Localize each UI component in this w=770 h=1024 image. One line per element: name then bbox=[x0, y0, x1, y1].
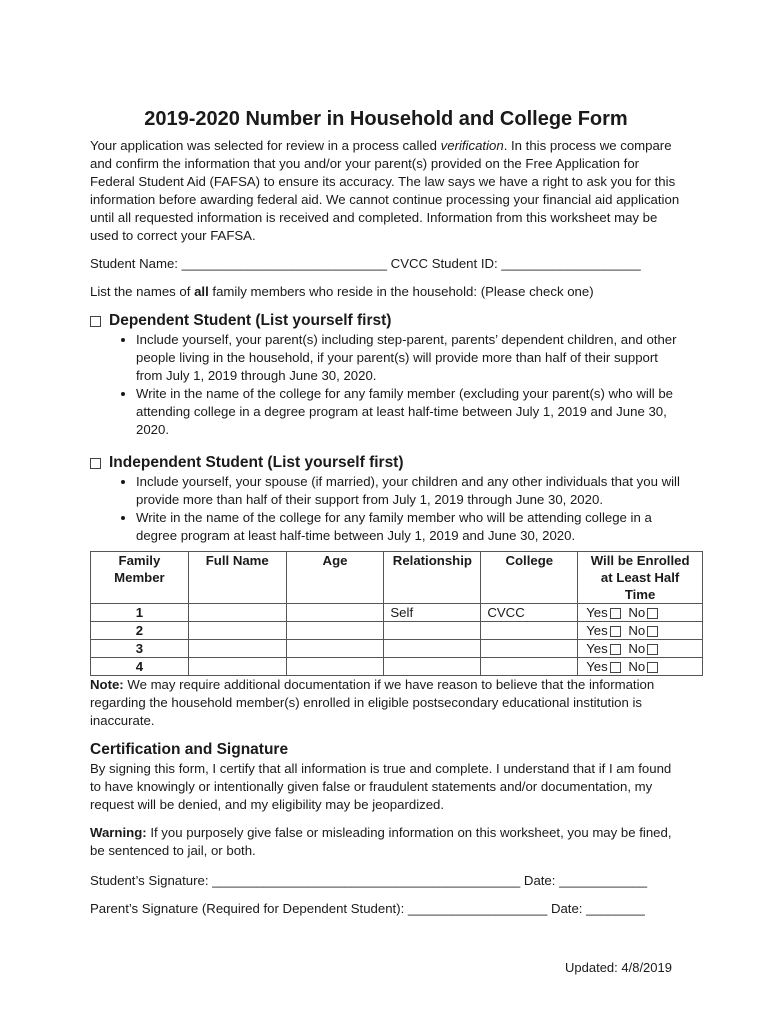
student-signature-field[interactable]: __________________________________________ bbox=[212, 873, 521, 888]
age-cell[interactable] bbox=[286, 658, 384, 676]
full-name-cell[interactable] bbox=[188, 622, 286, 640]
student-signature-label: Student’s Signature: bbox=[90, 873, 213, 888]
dependent-checkbox[interactable] bbox=[90, 316, 101, 327]
yes-checkbox[interactable] bbox=[610, 626, 621, 637]
no-label: No bbox=[628, 623, 646, 638]
household-members-table bbox=[90, 551, 703, 676]
independent-heading-text: Independent Student (List yourself first) bbox=[109, 454, 404, 471]
list-instruction bbox=[90, 283, 682, 301]
warning-paragraph bbox=[90, 824, 682, 860]
updated-date: Updated: 4/8/2019 bbox=[565, 960, 672, 975]
col-full-name: Full Name bbox=[188, 552, 286, 604]
dependent-student-heading bbox=[90, 311, 682, 331]
independent-bullet: • Write in the name of the college for any family member who will be attending college in a degree program at least half-time between July 1, 2019 and June 30, 2020. bbox=[136, 509, 682, 545]
intro-text-1: Your application was selected for review in a process called bbox=[90, 138, 441, 153]
enrolled-cell bbox=[578, 658, 703, 676]
col-enrolled: Will be Enrolled at Least Half Time bbox=[578, 552, 703, 604]
warning-text: If you purposely give false or misleading information on this worksheet, you may be fined, be sentenced to jail, or both. bbox=[90, 825, 672, 858]
student-date-label: Date: bbox=[520, 873, 560, 888]
table-row bbox=[91, 658, 703, 676]
enrolled-cell bbox=[578, 640, 703, 658]
student-name-field[interactable]: ____________________________ bbox=[181, 256, 387, 271]
yes-checkbox[interactable] bbox=[610, 662, 621, 673]
parent-signature-row bbox=[90, 900, 682, 918]
student-id-label: CVCC Student ID: bbox=[387, 256, 502, 271]
yes-label: Yes bbox=[586, 641, 608, 656]
yes-checkbox[interactable] bbox=[610, 644, 621, 655]
yes-label: Yes bbox=[586, 623, 608, 638]
age-cell[interactable] bbox=[286, 640, 384, 658]
table-row bbox=[91, 622, 703, 640]
page-title: 2019-2020 Number in Household and College Form bbox=[144, 108, 628, 130]
independent-student-heading bbox=[90, 453, 682, 473]
age-cell[interactable] bbox=[286, 604, 384, 622]
independent-bullets bbox=[90, 473, 682, 545]
intro-paragraph bbox=[90, 137, 682, 245]
student-signature-row bbox=[90, 872, 682, 890]
member-number: 4 bbox=[91, 658, 189, 676]
list-instruction-1: List the names of bbox=[90, 284, 195, 299]
no-checkbox[interactable] bbox=[647, 662, 658, 673]
yes-label: Yes bbox=[586, 659, 608, 674]
parent-date-field[interactable]: ________ bbox=[586, 901, 645, 916]
member-number: 3 bbox=[91, 640, 189, 658]
col-family-member: Family Member bbox=[91, 552, 189, 604]
full-name-cell[interactable] bbox=[188, 640, 286, 658]
parent-signature-field[interactable]: ___________________ bbox=[407, 901, 548, 916]
relationship-cell[interactable] bbox=[384, 640, 481, 658]
warning-label: Warning: bbox=[90, 825, 147, 840]
full-name-cell[interactable] bbox=[188, 658, 286, 676]
list-instruction-bold: all bbox=[194, 284, 209, 299]
note-paragraph bbox=[90, 676, 682, 730]
table-header-row bbox=[91, 552, 703, 604]
full-name-cell[interactable] bbox=[188, 604, 286, 622]
intro-italic: verification bbox=[440, 138, 504, 153]
yes-label: Yes bbox=[586, 605, 608, 620]
enrolled-cell bbox=[578, 622, 703, 640]
student-id-field[interactable]: ___________________ bbox=[501, 256, 641, 271]
relationship-cell[interactable] bbox=[384, 658, 481, 676]
intro-text-2: . In this process we compare and confirm the information that you and/or your parent(s) provided on the Free Application for Federal Student Aid (FAFSA) to ensure its accuracy. The law says we have a right to ask you for this information before awarding federal aid. We cannot continue processing your financial aid application until all requested information is received and completed. Information from this worksheet may be used to correct your FAFSA. bbox=[90, 138, 680, 243]
certification-text: By signing this form, I certify that all information is true and complete. I understand that if I am found to have knowingly or intentionally given false or fraudulent statements and/or documentation, my request will be denied, and my eligibility may be jeopardized. bbox=[90, 761, 672, 812]
no-checkbox[interactable] bbox=[647, 644, 658, 655]
parent-signature-label: Parent’s Signature (Required for Dependent Student): bbox=[90, 901, 408, 916]
col-age: Age bbox=[286, 552, 384, 604]
form-page bbox=[90, 108, 690, 928]
college-cell[interactable] bbox=[481, 658, 578, 676]
no-label: No bbox=[628, 659, 646, 674]
no-label: No bbox=[628, 605, 646, 620]
parent-date-label: Date: bbox=[547, 901, 587, 916]
independent-checkbox[interactable] bbox=[90, 458, 101, 469]
college-cell[interactable]: CVCC bbox=[481, 604, 578, 622]
no-checkbox[interactable] bbox=[647, 608, 658, 619]
col-relationship: Relationship bbox=[384, 552, 481, 604]
age-cell[interactable] bbox=[286, 622, 384, 640]
member-number: 1 bbox=[91, 604, 189, 622]
relationship-cell[interactable] bbox=[384, 622, 481, 640]
dependent-bullet: • Include yourself, your parent(s) including step-parent, parents’ dependent children, and other people living in the household, if your parent(s) will provide more than half of their support from July 1, 2019 through June 30, 2020. bbox=[136, 331, 682, 385]
yes-checkbox[interactable] bbox=[610, 608, 621, 619]
student-date-field[interactable]: ____________ bbox=[559, 873, 648, 888]
col-college: College bbox=[481, 552, 578, 604]
certification-heading: Certification and Signature bbox=[90, 741, 289, 758]
no-checkbox[interactable] bbox=[647, 626, 658, 637]
college-cell[interactable] bbox=[481, 622, 578, 640]
dependent-bullets bbox=[90, 331, 682, 439]
no-label: No bbox=[628, 641, 646, 656]
table-row bbox=[91, 640, 703, 658]
member-number: 2 bbox=[91, 622, 189, 640]
enrolled-cell bbox=[578, 604, 703, 622]
independent-bullet: • Include yourself, your spouse (if married), your children and any other individuals that you will provide more than half of their support from July 1, 2019 through June 30, 2020. bbox=[136, 473, 682, 509]
student-name-label: Student Name: bbox=[90, 256, 182, 271]
dependent-heading-text: Dependent Student (List yourself first) bbox=[109, 312, 392, 329]
table-row bbox=[91, 604, 703, 622]
relationship-cell[interactable]: Self bbox=[384, 604, 481, 622]
note-label: Note: bbox=[90, 677, 124, 692]
list-instruction-2: family members who reside in the household: (Please check one) bbox=[208, 284, 594, 299]
student-fields bbox=[90, 255, 682, 273]
note-text: We may require additional documentation if we have reason to believe that the information regarding the household member(s) enrolled in eligible postsecondary educational institution is inaccurate. bbox=[90, 677, 655, 728]
dependent-bullet: • Write in the name of the college for any family member (excluding your parent(s) who will be attending college in a degree program at least half-time between July 1, 2019 and June 30, 2020. bbox=[136, 385, 682, 439]
college-cell[interactable] bbox=[481, 640, 578, 658]
